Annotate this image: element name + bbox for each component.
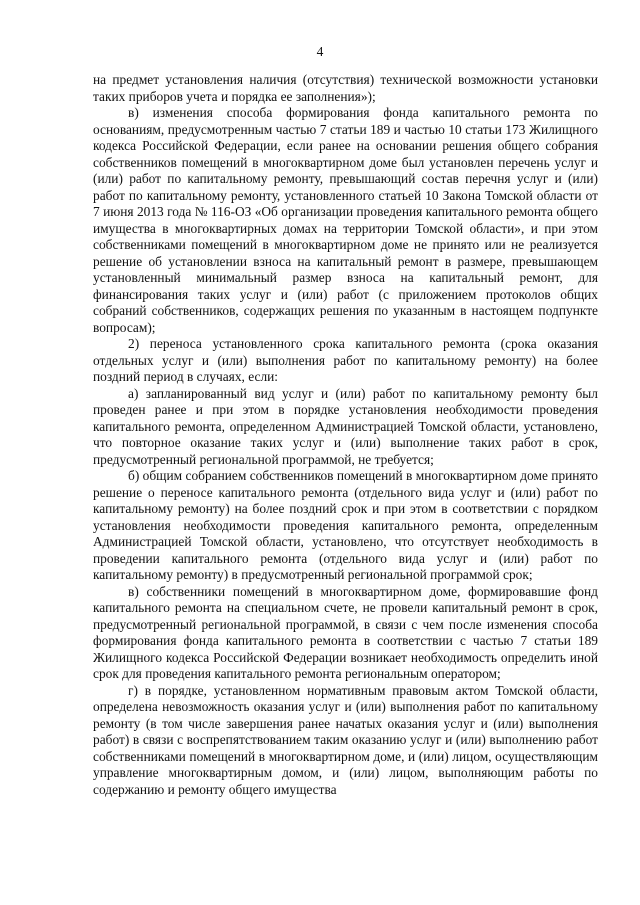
paragraph-continuation: на предмет установления наличия (отсутствия) технической возможности установки таких приборов учета и порядка ее заполнения»); xyxy=(93,72,598,104)
paragraph-subitem-g: г) в порядке, установленном нормативным правовым актом Томской области, определена невозможность оказания услуг и (или) выполнения работ по капитальному ремонту (в том числе завершения ранее начатых оказания услуг и (или) выполнения работ) в связи с воспрепятствованием таким оказанию услуг и (или) выполнению работ собственниками помещений в многоквартирном доме, и (или) лицом, осуществляющим управление многоквартирным домом, и (или) лицом, выполняющим работы по содержанию и ремонту общего имущества xyxy=(93,682,598,797)
paragraph-subitem-b: б) общим собранием собственников помещений в многоквартирном доме принято решение о переносе капитального ремонта (отдельного вида услуг и (или) работ по капитальному ремонту) на более поздний срок и при этом в соответствии с порядком установления необходимости проведения капитального ремонта, определенным Администрацией Томской области, установлено, что отсутствует необходимость в проведении капитального ремонта (отдельного вида услуг и (или) работ по капитальному ремонту) в предусмотренный региональной программой срок; xyxy=(93,468,598,582)
paragraph-subitem-a: а) запланированный вид услуг и (или) работ по капитальному ремонту был проведен ранее и при этом в порядке установления необходимости проведения капитального ремонта, определенном Администрацией Томской области, установлено, что повторное оказание таких услуг и (или) выполнение таких работ в срок, предусмотренный региональной программой, не требуется; xyxy=(93,385,598,467)
paragraph-item-v: в) изменения способа формирования фонда капитального ремонта по основаниям, предусмотренным частью 7 статьи 189 и частью 10 статьи 173 Жилищного кодекса Российской Федерации, если ранее на основании решения общего собрания собственников помещений в многоквартирном доме был установлен перечень услуг и (или) работ по капитальному ремонту, превышающий состав перечня услуг и (или) работ по капитальному ремонту, установленного статьей 10 Закона Томской области от 7 июня 2013 года № 116-ОЗ «Об организации проведения капитального ремонта общего имущества в многоквартирных домах на территории Томской области», и при этом собственниками помещений в многоквартирном доме не принято или не реализуется решение об установлении взноса на капитальный ремонт в размере, превышающем установленный минимальный размер взноса на капитальный ремонт, для финансирования таких услуг и (или) работ (с приложением протоколов общих собраний собственников, содержащих решения по указанным в настоящем подпункте вопросам); xyxy=(93,105,598,335)
document-body xyxy=(93,72,598,798)
paragraph-subitem-v: в) собственники помещений в многоквартирном доме, формировавшие фонд капитального ремонта на специальном счете, не провели капитальный ремонт в срок, предусмотренный региональной программой, в связи с чем после изменения способа формирования фонда капитального ремонта в соответствии с частью 7 статьи 189 Жилищного кодекса Российской Федерации возникает необходимость определить иной срок для проведения капитального ремонта региональным оператором; xyxy=(93,583,598,681)
page-number: 4 xyxy=(316,44,324,59)
paragraph-item-2: 2) переноса установленного срока капитального ремонта (срока оказания отдельных услуг и (или) выполнения работ по капитальному ремонту) на более поздний период в случаях, если: xyxy=(93,336,598,384)
